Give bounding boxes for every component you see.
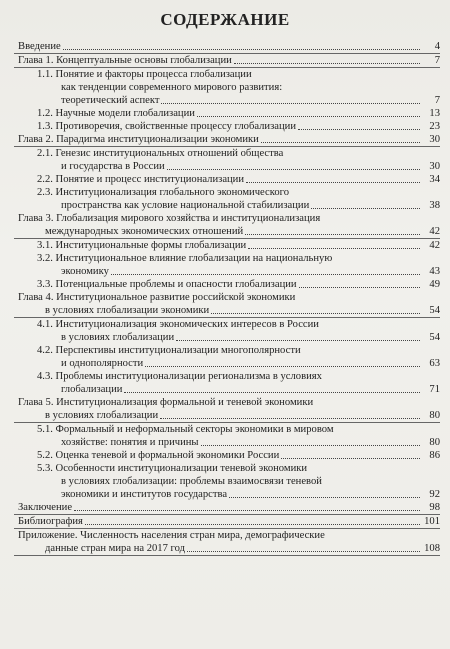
page-number: 30: [429, 134, 440, 145]
toc-chapter-entry[interactable]: [14, 40, 440, 54]
dot-leader: [63, 49, 420, 50]
dot-leader: [245, 234, 420, 235]
toc-entry-text: экономики и институтов государства: [61, 489, 228, 500]
toc-section-entry[interactable]: [14, 173, 440, 186]
toc-entry-text: 3.2. Институциональное влияние глобализации на национальную: [37, 253, 333, 264]
toc-entry-text: Приложение. Численность населения стран мира, демографические: [18, 530, 325, 541]
dot-leader: [167, 169, 420, 170]
page-number: 108: [424, 543, 440, 554]
page-number: 92: [429, 489, 440, 500]
toc-entry-text: Глава 1. Концептуальные основы глобализации: [18, 55, 232, 66]
toc-entry-text: 5.3. Особенности институционализации теневой экономики: [37, 463, 308, 474]
dot-leader: [248, 248, 420, 249]
dot-leader: [299, 287, 420, 288]
toc-section-entry[interactable]: [14, 120, 440, 133]
toc-entry-text: и однополярности: [61, 358, 144, 369]
page-number: 43: [429, 266, 440, 277]
page-number: 23: [429, 121, 440, 132]
dot-leader: [197, 116, 420, 117]
page-number: 101: [424, 516, 440, 527]
toc-entry-text: Глава 5. Институционализация формальной и теневой экономики: [18, 397, 314, 408]
toc-section-entry[interactable]: [14, 186, 440, 212]
page-number: 63: [429, 358, 440, 369]
page-number: 13: [429, 108, 440, 119]
toc-entry-text: Глава 3. Глобализация мирового хозяйства и институционализация: [18, 213, 321, 224]
toc-section-entry[interactable]: [14, 318, 440, 344]
toc-chapter-entry[interactable]: [14, 291, 440, 318]
toc-chapter-entry[interactable]: [14, 133, 440, 147]
toc-section-entry[interactable]: [14, 344, 440, 370]
toc-entry-text: в условиях глобализации: [61, 332, 175, 343]
toc-entry-text: глобализации: [61, 384, 123, 395]
toc-section-entry[interactable]: [14, 278, 440, 291]
page-number: 80: [429, 410, 440, 421]
toc-entry-text: и государства в России: [61, 161, 165, 172]
dot-leader: [261, 142, 420, 143]
toc-entry-text: в условиях глобализации экономики: [45, 305, 210, 316]
page-number: 71: [429, 384, 440, 395]
toc-entry-text: 2.1. Генезис институциональных отношений общества: [37, 148, 284, 159]
page-number: 98: [429, 502, 440, 513]
page-number: 54: [429, 332, 440, 343]
toc-section-entry[interactable]: [14, 462, 440, 501]
toc-entry-text: 1.3. Противоречия, свойственные процессу глобализации: [37, 121, 296, 132]
dot-leader: [311, 208, 420, 209]
toc-entry-text: Глава 2. Парадигма институционализации экономики: [18, 134, 259, 145]
toc-entry-text: в условиях глобализации: [45, 410, 159, 421]
toc-entry-text: Библиография: [18, 516, 83, 527]
page-number: 30: [429, 161, 440, 172]
page-number: 86: [429, 450, 440, 461]
dot-leader: [176, 340, 420, 341]
dot-leader: [161, 103, 420, 104]
page-number: 54: [429, 305, 440, 316]
toc-entry-text: 5.2. Оценка теневой и формальной экономики России: [37, 450, 280, 461]
dot-leader: [160, 418, 420, 419]
page-number: 42: [429, 226, 440, 237]
dot-leader: [234, 63, 420, 64]
dot-leader: [111, 274, 420, 275]
dot-leader: [298, 129, 420, 130]
toc-entry-text: 1.2. Научные модели глобализации: [37, 108, 195, 119]
toc-section-entry[interactable]: [14, 449, 440, 462]
dot-leader: [85, 524, 420, 525]
toc-chapter-entry[interactable]: [14, 501, 440, 515]
toc-entry-text: 2.2. Понятие и процесс институционализации: [37, 174, 245, 185]
toc-entry-text: Глава 4. Институциональное развитие российской экономики: [18, 292, 296, 303]
dot-leader: [211, 313, 420, 314]
toc-entry-text: хозяйстве: понятия и причины: [61, 437, 199, 448]
page-number: 7: [434, 95, 440, 106]
toc-section-entry[interactable]: [14, 423, 440, 449]
page-number: 80: [429, 437, 440, 448]
page-number: 38: [429, 200, 440, 211]
dot-leader: [187, 551, 420, 552]
toc-entry-text: 3.1. Институциональные формы глобализации: [37, 240, 247, 251]
page-number: 34: [429, 174, 440, 185]
dot-leader: [229, 497, 420, 498]
toc-chapter-entry[interactable]: [14, 515, 440, 529]
dot-leader: [201, 445, 420, 446]
toc-chapter-entry[interactable]: [14, 212, 440, 239]
toc-entry-text: Введение: [18, 41, 61, 52]
dot-leader: [124, 392, 420, 393]
toc-entry-text: международных экономических отношений: [45, 226, 244, 237]
toc-section-entry[interactable]: [14, 68, 440, 107]
toc-entry-text: данные стран мира на 2017 год: [45, 543, 186, 554]
toc-entry-text: 4.2. Перспективы институционализации многополярности: [37, 345, 301, 356]
toc-entry-text: как тенденции современного мирового развития:: [61, 82, 283, 93]
toc-entry-text: 3.3. Потенциальные проблемы и опасности глобализации: [37, 279, 297, 290]
table-of-contents: [14, 40, 440, 556]
toc-section-entry[interactable]: [14, 107, 440, 120]
page-number: 42: [429, 240, 440, 251]
page-number: 49: [429, 279, 440, 290]
toc-section-entry[interactable]: [14, 370, 440, 396]
toc-section-entry[interactable]: [14, 147, 440, 173]
toc-section-entry[interactable]: [14, 239, 440, 252]
page-number: 7: [434, 55, 440, 66]
toc-section-entry[interactable]: [14, 252, 440, 278]
toc-entry-text: Заключение: [18, 502, 73, 513]
toc-entry-text: 2.3. Институционализация глобального экономического: [37, 187, 290, 198]
dot-leader: [74, 510, 420, 511]
toc-chapter-entry[interactable]: [14, 396, 440, 423]
toc-entry-text: теоретический аспект: [61, 95, 160, 106]
dot-leader: [281, 458, 420, 459]
toc-entry-text: в условиях глобализации: проблемы взаимосвязи теневой: [61, 476, 322, 487]
toc-entry-text: экономику: [61, 266, 109, 277]
toc-entry-text: 4.3. Проблемы институционализации регионализма в условиях: [37, 371, 322, 382]
dot-leader: [246, 182, 420, 183]
page-number: 4: [434, 41, 440, 52]
toc-entry-text: 1.1. Понятие и факторы процесса глобализации: [37, 69, 252, 80]
toc-entry-text: пространства как условие национальной стабилизации: [61, 200, 310, 211]
toc-chapter-entry[interactable]: [14, 54, 440, 68]
toc-chapter-entry[interactable]: [14, 529, 440, 556]
toc-entry-text: 5.1. Формальный и неформальный секторы экономики в мировом: [37, 424, 334, 435]
page-title: СОДЕРЖАНИЕ: [160, 10, 290, 29]
toc-entry-text: 4.1. Институционализация экономических интересов в России: [37, 319, 319, 330]
dot-leader: [145, 366, 420, 367]
